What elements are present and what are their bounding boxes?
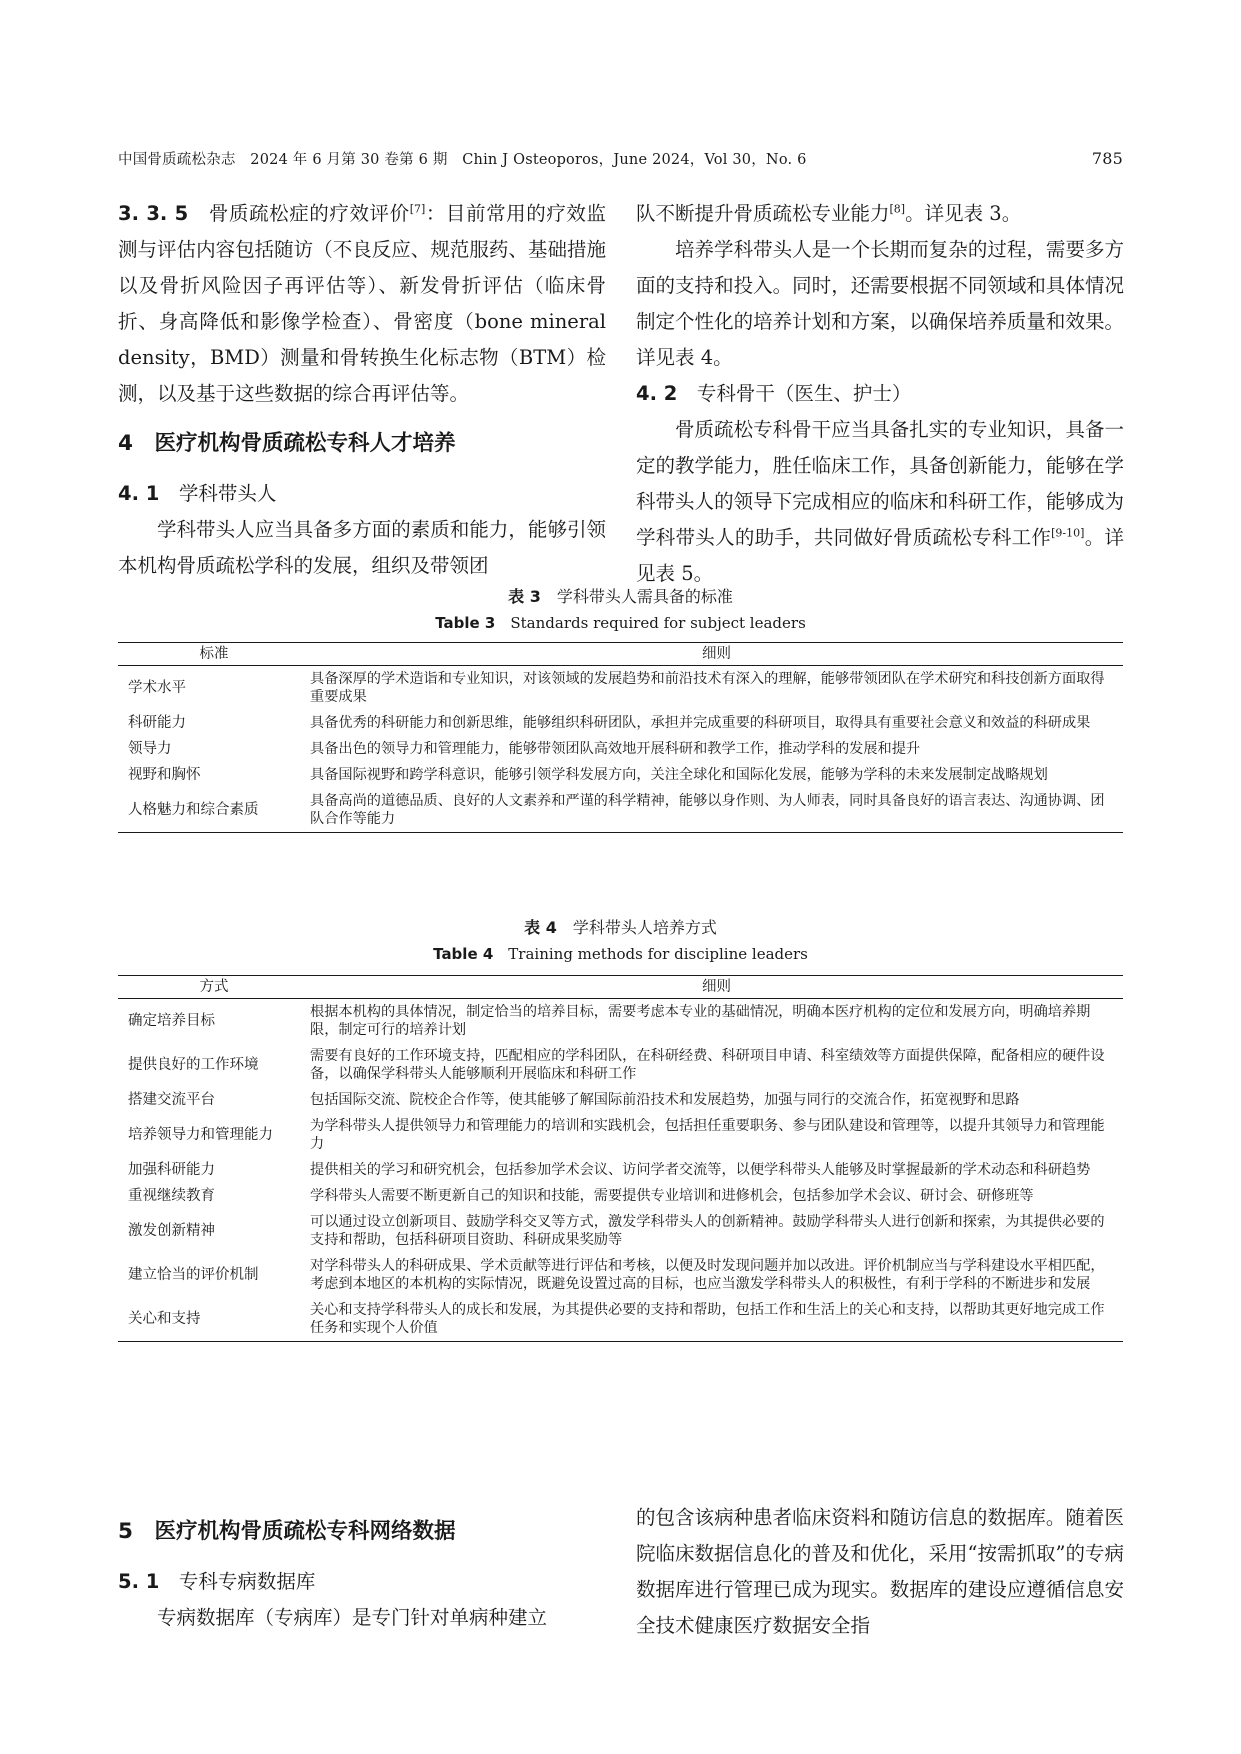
row-label: 领导力 <box>128 741 172 757</box>
right-column-bottom <box>636 1500 1124 1644</box>
row-detail: 为学科带头人提供领导力和管理能力的培训和实践机会，包括担任重要职务、参与团队建设和管理等，以提升其领导力和管理能力 <box>310 1118 1105 1152</box>
row-label: 确定培养目标 <box>128 1013 215 1029</box>
table-label: Table 3 <box>435 614 496 632</box>
table-row <box>118 1043 1123 1087</box>
paragraph-text: 队不断提升骨质疏松专业能力 <box>636 202 890 225</box>
row-label: 学术水平 <box>128 680 186 696</box>
table-label: 表 3 <box>508 587 541 606</box>
right-column-top <box>636 196 1124 592</box>
row-detail: 具备优秀的科研能力和创新思维，能够组织科研团队，承担并完成重要的科研项目，取得具有重要社会意义和效益的科研成果 <box>310 715 1091 731</box>
table-row <box>118 710 1123 736</box>
caption-en <box>118 610 1123 636</box>
table-row <box>118 736 1123 762</box>
paragraph-5-1: 专病数据库（专病库）是专门针对单病种建立 <box>157 1606 548 1629</box>
row-label: 搭建交流平台 <box>128 1092 215 1108</box>
paragraph-text: ：目前常用的疗效监测与评估内容包括随访（不良反应、规范服药、基础措施以及骨折风险因子再评估等）、新发骨折评估（临床骨折、身高降低和影像学检查）、骨密度（bone mineral density，BMD）测量和骨转换生化标志物（BTM）检测，以及基于这些数据的综合再评估等。 <box>118 202 606 405</box>
table-4-caption <box>118 915 1123 967</box>
journal-citation: 中国骨质疏松杂志 2024 年 6 月第 30 卷第 6 期 Chin J Osteoporos，June 2024，Vol 30，No. 6 <box>118 151 807 168</box>
left-column-top <box>118 196 606 584</box>
section-5-heading: 5 医疗机构骨质疏松专科网络数据 <box>118 1519 456 1544</box>
subsection-title: 专科专病数据库 <box>159 1570 316 1593</box>
row-detail: 根据本机构的具体情况，制定恰当的培养目标，需要考虑本专业的基础情况，明确本医疗机构的定位和发展方向，明确培养期限，制定可行的培养计划 <box>310 1004 1091 1038</box>
row-detail: 需要有良好的工作环境支持，匹配相应的学科团队，在科研经费、科研项目申请、科室绩效等方面提供保障，配备相应的硬件设备，以确保学科带头人能够顺利开展临床和科研工作 <box>310 1048 1105 1082</box>
section-number: 4. 1 <box>118 482 160 505</box>
row-detail: 关心和支持学科带头人的成长和发展，为其提供必要的支持和帮助，包括工作和生活上的关心和支持，以帮助其更好地完成工作任务和实现个人价值 <box>310 1297 1123 1342</box>
subsection-title: 专科骨干（医生、护士） <box>677 382 912 405</box>
caption-zh <box>118 584 1123 610</box>
paragraph-continued <box>636 196 1124 232</box>
paragraph-database: 的包含该病种患者临床资料和随访信息的数据库。随着医院临床数据信息化的普及和优化，采用“按需抓取”的专病数据库进行管理已成为现实。数据库的建设应遵循信息安全技术健康医疗数据安全指 <box>636 1506 1124 1637</box>
row-detail: 可以通过设立创新项目、鼓励学科交叉等方式，激发学科带头人的创新精神。鼓励学科带头人进行创新和探索，为其提供必要的支持和帮助，包括科研项目资助、科研成果奖励等 <box>310 1214 1105 1248</box>
citation: [8] <box>889 202 906 216</box>
table-row <box>118 1157 1123 1183</box>
table-title: Standards required for subject leaders <box>495 614 806 632</box>
column-header: 细则 <box>310 643 1123 666</box>
column-header: 方式 <box>118 976 310 999</box>
row-label: 科研能力 <box>128 715 186 731</box>
caption-en <box>118 941 1123 967</box>
row-detail: 学科带头人需要不断更新自己的知识和技能，需要提供专业培训和进修机会，包括参加学术会议、研讨会、研修班等 <box>310 1188 1034 1204</box>
section-4-heading: 4 医疗机构骨质疏松专科人才培养 <box>118 431 456 456</box>
column-header: 标准 <box>118 643 310 666</box>
row-detail: 具备国际视野和跨学科意识，能够引领学科发展方向，关注全球化和国际化发展，能够为学科的未来发展制定战略规划 <box>310 767 1048 783</box>
table-4 <box>118 975 1123 1342</box>
column-header: 细则 <box>310 976 1123 999</box>
paragraph-training: 培养学科带头人是一个长期而复杂的过程，需要多方面的支持和投入。同时，还需要根据不同领域和具体情况制定个性化的培养计划和方案，以确保培养质量和效果。详见表 4。 <box>636 238 1124 369</box>
row-detail: 具备高尚的道德品质、良好的人文素养和严谨的科学精神，能够以身作则、为人师表，同时具备良好的语言表达、沟通协调、团队合作等能力 <box>310 788 1123 833</box>
table-title: Training methods for discipline leaders <box>493 945 808 963</box>
paragraph-text: 。详见表 5。 <box>636 526 1124 585</box>
section-number: 4. 2 <box>636 382 678 405</box>
table-3-caption <box>118 584 1123 636</box>
row-label: 建立恰当的评价机制 <box>128 1267 259 1283</box>
row-label: 重视继续教育 <box>128 1188 215 1204</box>
table-row <box>118 666 1123 711</box>
row-detail: 提供相关的学习和研究机会，包括参加学术会议、访问学者交流等，以便学科带头人能够及时掌握最新的学术动态和科研趋势 <box>310 1162 1091 1178</box>
table-row <box>118 1297 1123 1342</box>
paragraph-4-1: 学科带头人应当具备多方面的素质和能力，能够引领本机构骨质疏松学科的发展，组织及带领团 <box>118 518 606 577</box>
table-3 <box>118 642 1123 833</box>
table-label: 表 4 <box>524 918 557 937</box>
row-detail: 具备出色的领导力和管理能力，能够带领团队高效地开展科研和教学工作，推动学科的发展和提升 <box>310 741 921 757</box>
row-label: 关心和支持 <box>118 1297 310 1342</box>
subsection-title: 骨质疏松症的疗效评价 <box>188 202 410 225</box>
row-label: 人格魅力和综合素质 <box>118 788 310 833</box>
subsection-title: 学科带头人 <box>159 482 277 505</box>
row-label: 提供良好的工作环境 <box>128 1057 259 1073</box>
citation: [7] <box>409 202 426 216</box>
table-row <box>118 762 1123 788</box>
page-number: 785 <box>1091 148 1123 168</box>
table-row <box>118 1087 1123 1113</box>
caption-zh <box>118 915 1123 941</box>
table-title: 学科带头人需具备的标准 <box>540 587 733 606</box>
row-detail: 包括国际交流、院校企合作等，使其能够了解国际前沿技术和发展趋势，加强与同行的交流合作，拓宽视野和思路 <box>310 1092 1020 1108</box>
left-column-bottom <box>118 1514 606 1636</box>
section-number: 5. 1 <box>118 1570 160 1593</box>
table-label: Table 4 <box>433 945 494 963</box>
row-label: 培养领导力和管理能力 <box>128 1127 273 1143</box>
paragraph-4-2 <box>636 412 1124 592</box>
paragraph-text: 骨质疏松专科骨干应当具备扎实的专业知识，具备一定的教学能力，胜任临床工作，具备创新能力，能够在学科带头人的领导下完成相应的临床和科研工作，能够成为学科带头人的助手，共同做好骨质疏松专科工作 <box>636 418 1124 549</box>
table-row <box>118 1253 1123 1297</box>
subsection-4-2-heading <box>636 376 1124 412</box>
row-label: 激发创新精神 <box>128 1223 215 1239</box>
table-row <box>118 1183 1123 1209</box>
table-row <box>118 1113 1123 1157</box>
running-head <box>118 146 1123 170</box>
table-row <box>118 788 1123 833</box>
row-detail: 具备深厚的学术造诣和专业知识，对该领域的发展趋势和前沿技术有深入的理解，能够带领团队在学术研究和科技创新方面取得重要成果 <box>310 671 1105 705</box>
paragraph-text: 。详见表 3。 <box>905 202 1022 225</box>
table-row <box>118 1209 1123 1253</box>
row-label: 视野和胸怀 <box>128 767 201 783</box>
row-label: 加强科研能力 <box>128 1162 215 1178</box>
subsection-5-1-heading <box>118 1564 606 1600</box>
paragraph-3-3-5 <box>118 196 606 412</box>
table-row <box>118 999 1123 1044</box>
subsection-4-1-heading <box>118 476 606 512</box>
section-number: 3. 3. 5 <box>118 202 189 225</box>
citation: [9-10] <box>1051 526 1085 540</box>
row-detail: 对学科带头人的科研成果、学术贡献等进行评估和考核，以便及时发现问题并加以改进。评价机制应当与学科建设水平相匹配，考虑到本地区的本机构的实际情况，既避免设置过高的目标，也应当激发学科带头人的积极性，有利于学科的不断进步和发展 <box>310 1258 1105 1292</box>
table-title: 学科带头人培养方式 <box>556 918 717 937</box>
